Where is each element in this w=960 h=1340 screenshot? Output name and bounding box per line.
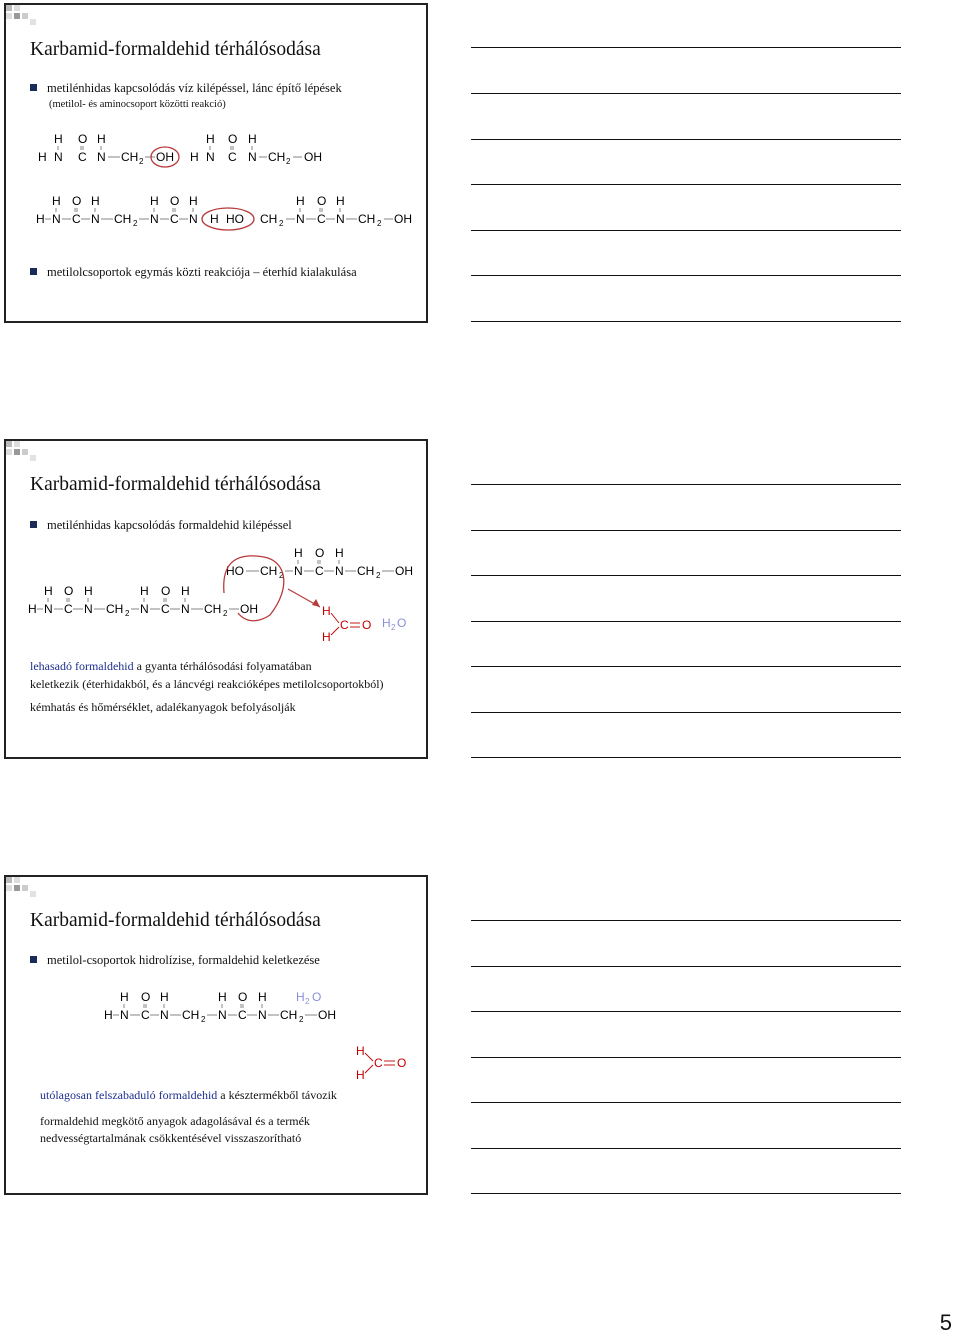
svg-text:N: N <box>84 602 93 616</box>
svg-text:C: C <box>64 602 73 616</box>
svg-text:CH: CH <box>358 212 376 226</box>
svg-text:H: H <box>336 194 345 208</box>
note-line-blank <box>471 1057 901 1058</box>
svg-text:N: N <box>97 150 106 164</box>
svg-text:N: N <box>336 212 345 226</box>
bullet-item <box>30 953 320 968</box>
svg-text:N: N <box>52 212 61 226</box>
note-line-blank <box>471 184 901 185</box>
svg-text:CH: CH <box>260 564 278 578</box>
bullet-square-icon <box>30 268 37 275</box>
svg-text:OH: OH <box>318 1008 336 1022</box>
svg-text:OH: OH <box>240 602 258 616</box>
chemical-formula-reactants <box>34 129 344 176</box>
svg-text:H: H <box>189 194 198 208</box>
svg-text:2: 2 <box>125 609 130 618</box>
svg-text:O: O <box>397 1056 407 1070</box>
svg-text:H: H <box>38 150 47 164</box>
svg-text:O: O <box>141 990 151 1004</box>
svg-text:N: N <box>181 602 190 616</box>
svg-text:2: 2 <box>223 609 228 618</box>
svg-text:CH: CH <box>260 212 278 226</box>
svg-text:C: C <box>238 1008 247 1022</box>
svg-text:H: H <box>52 194 61 208</box>
note-line-blank <box>471 1102 901 1103</box>
svg-text:O: O <box>397 616 407 630</box>
note-line-blank <box>471 920 901 921</box>
svg-text:N: N <box>206 150 215 164</box>
svg-text:2: 2 <box>279 571 284 580</box>
svg-text:C: C <box>315 564 324 578</box>
svg-text:C: C <box>170 212 179 226</box>
svg-text:N: N <box>258 1008 267 1022</box>
svg-text:H: H <box>296 194 305 208</box>
svg-text:O: O <box>228 132 238 146</box>
slide-1 <box>4 3 428 323</box>
svg-text:H: H <box>97 132 106 146</box>
svg-text:O: O <box>317 194 327 208</box>
svg-text:C: C <box>374 1056 383 1070</box>
svg-text:CH: CH <box>357 564 375 578</box>
svg-text:2: 2 <box>201 1015 206 1024</box>
note-line-3: nedvességtartalmának csökkentésével visszaszorítható <box>40 1131 302 1145</box>
svg-text:H: H <box>140 584 149 598</box>
svg-text:H: H <box>104 1008 113 1022</box>
svg-text:H: H <box>294 546 303 560</box>
svg-text:C: C <box>78 150 87 164</box>
svg-text:N: N <box>120 1008 129 1022</box>
svg-text:C: C <box>340 618 349 632</box>
slide-title: Karbamid-formaldehid térhálósodása <box>30 474 321 495</box>
note-line-blank <box>471 1011 901 1012</box>
highlight-text: lehasadó formaldehid <box>30 659 134 673</box>
svg-text:C: C <box>72 212 81 226</box>
svg-text:CH: CH <box>114 212 132 226</box>
svg-text:C: C <box>141 1008 150 1022</box>
svg-text:2: 2 <box>377 219 382 228</box>
svg-text:2: 2 <box>139 157 144 166</box>
bullet-subtext: (metilol- és aminocsoport közötti reakció) <box>49 99 226 110</box>
svg-text:O: O <box>170 194 180 208</box>
bullet-item <box>30 81 342 96</box>
svg-text:H: H <box>210 212 219 226</box>
svg-text:N: N <box>160 1008 169 1022</box>
svg-text:CH: CH <box>280 1008 298 1022</box>
svg-text:CH: CH <box>204 602 222 616</box>
note-line-1: utólagosan felszabaduló formaldehid a késztermékből távozik <box>40 1088 337 1102</box>
slide-corner-decoration <box>6 877 46 899</box>
svg-text:OH: OH <box>395 564 413 578</box>
bullet-text: metilénhidas kapcsolódás formaldehid kilépéssel <box>47 518 292 532</box>
svg-text:OH: OH <box>304 150 322 164</box>
svg-text:N: N <box>294 564 303 578</box>
highlight-text: utólagosan felszabaduló formaldehid <box>40 1088 218 1102</box>
svg-text:N: N <box>218 1008 227 1022</box>
svg-text:H: H <box>190 150 199 164</box>
svg-text:H: H <box>258 990 267 1004</box>
svg-text:2: 2 <box>299 1015 304 1024</box>
svg-text:N: N <box>296 212 305 226</box>
svg-text:H: H <box>356 1044 365 1058</box>
svg-text:O: O <box>312 990 322 1004</box>
bullet-square-icon <box>30 956 37 963</box>
svg-text:H: H <box>181 584 190 598</box>
note-line-2: keletkezik (éterhidakból, és a láncvégi reakcióképes metilolcsoportokból) <box>30 677 384 691</box>
svg-text:H: H <box>382 616 391 630</box>
svg-text:2: 2 <box>286 157 291 166</box>
chemical-formula-product <box>34 191 426 240</box>
note-line-blank <box>471 47 901 48</box>
bullet-text: metilolcsoportok egymás közti reakciója – éterhíd kialakulása <box>47 265 357 279</box>
svg-text:N: N <box>140 602 149 616</box>
svg-text:2: 2 <box>279 219 284 228</box>
note-line-1: lehasadó formaldehid a gyanta térhálósodási folyamatában <box>30 659 312 673</box>
note-line-blank <box>471 1148 901 1149</box>
svg-text:H: H <box>120 990 129 1004</box>
svg-text:O: O <box>238 990 248 1004</box>
svg-text:C: C <box>161 602 170 616</box>
svg-text:N: N <box>91 212 100 226</box>
note-line-blank <box>471 621 901 622</box>
svg-text:HO: HO <box>226 564 244 578</box>
svg-text:N: N <box>150 212 159 226</box>
svg-text:2: 2 <box>376 571 381 580</box>
bullet-square-icon <box>30 84 37 91</box>
svg-text:OH: OH <box>156 150 174 164</box>
svg-text:2: 2 <box>305 997 310 1006</box>
svg-text:CH: CH <box>121 150 139 164</box>
svg-text:H: H <box>84 584 93 598</box>
svg-text:OH: OH <box>394 212 412 226</box>
note-line-blank <box>471 966 901 967</box>
svg-text:H: H <box>206 132 215 146</box>
slide-corner-decoration <box>6 441 46 463</box>
svg-text:O: O <box>72 194 82 208</box>
slide-2 <box>4 439 428 759</box>
svg-text:O: O <box>78 132 88 146</box>
note-line-blank <box>471 139 901 140</box>
svg-text:H: H <box>54 132 63 146</box>
svg-text:CH: CH <box>106 602 124 616</box>
svg-text:H: H <box>91 194 100 208</box>
note-line-blank <box>471 530 901 531</box>
note-line-blank <box>471 757 901 758</box>
svg-text:H: H <box>296 990 305 1004</box>
svg-text:2: 2 <box>133 219 138 228</box>
svg-text:H: H <box>322 604 331 618</box>
svg-text:N: N <box>335 564 344 578</box>
slide-title: Karbamid-formaldehid térhálósodása <box>30 39 321 60</box>
note-line-blank <box>471 1193 901 1194</box>
svg-text:N: N <box>248 150 257 164</box>
chemical-formula-hydrolysis <box>100 987 416 1086</box>
chemical-formula-ether-cleavage <box>20 543 420 650</box>
note-line-blank <box>471 321 901 322</box>
note-line-blank <box>471 275 901 276</box>
note-line-2: formaldehid megkötő anyagok adagolásával és a termék <box>40 1114 310 1128</box>
svg-text:H: H <box>218 990 227 1004</box>
slide-3 <box>4 875 428 1195</box>
note-line-blank <box>471 575 901 576</box>
svg-text:C: C <box>228 150 237 164</box>
svg-text:H: H <box>44 584 53 598</box>
svg-text:O: O <box>362 618 372 632</box>
svg-text:H: H <box>28 602 37 616</box>
svg-text:2: 2 <box>391 623 396 632</box>
svg-text:N: N <box>54 150 63 164</box>
svg-text:H: H <box>335 546 344 560</box>
bullet-item <box>30 265 357 280</box>
svg-text:O: O <box>64 584 74 598</box>
svg-text:O: O <box>161 584 171 598</box>
svg-text:H: H <box>356 1068 365 1082</box>
slide-title: Karbamid-formaldehid térhálósodása <box>30 910 321 931</box>
svg-text:H: H <box>150 194 159 208</box>
note-line-blank <box>471 666 901 667</box>
bullet-text: metilénhidas kapcsolódás víz kilépéssel, lánc építő lépések <box>47 81 342 95</box>
svg-text:H: H <box>322 630 331 644</box>
note-line-blank <box>471 712 901 713</box>
note-line-blank <box>471 230 901 231</box>
svg-text:C: C <box>317 212 326 226</box>
svg-text:O: O <box>315 546 325 560</box>
svg-text:N: N <box>189 212 198 226</box>
note-line-blank <box>471 484 901 485</box>
svg-text:CH: CH <box>268 150 286 164</box>
page-number: 5 <box>939 1310 952 1335</box>
svg-text:H: H <box>248 132 257 146</box>
svg-text:H: H <box>36 212 45 226</box>
slide-corner-decoration <box>6 5 46 27</box>
bullet-text: metilol-csoportok hidrolízise, formaldehid keletkezése <box>47 953 320 967</box>
note-line-blank <box>471 93 901 94</box>
note-line-3: kémhatás és hőmérséklet, adalékanyagok befolyásolják <box>30 700 296 714</box>
bullet-square-icon <box>30 521 37 528</box>
svg-text:N: N <box>44 602 53 616</box>
svg-text:HO: HO <box>226 212 244 226</box>
svg-text:CH: CH <box>182 1008 200 1022</box>
bullet-item <box>30 518 292 533</box>
svg-text:H: H <box>160 990 169 1004</box>
